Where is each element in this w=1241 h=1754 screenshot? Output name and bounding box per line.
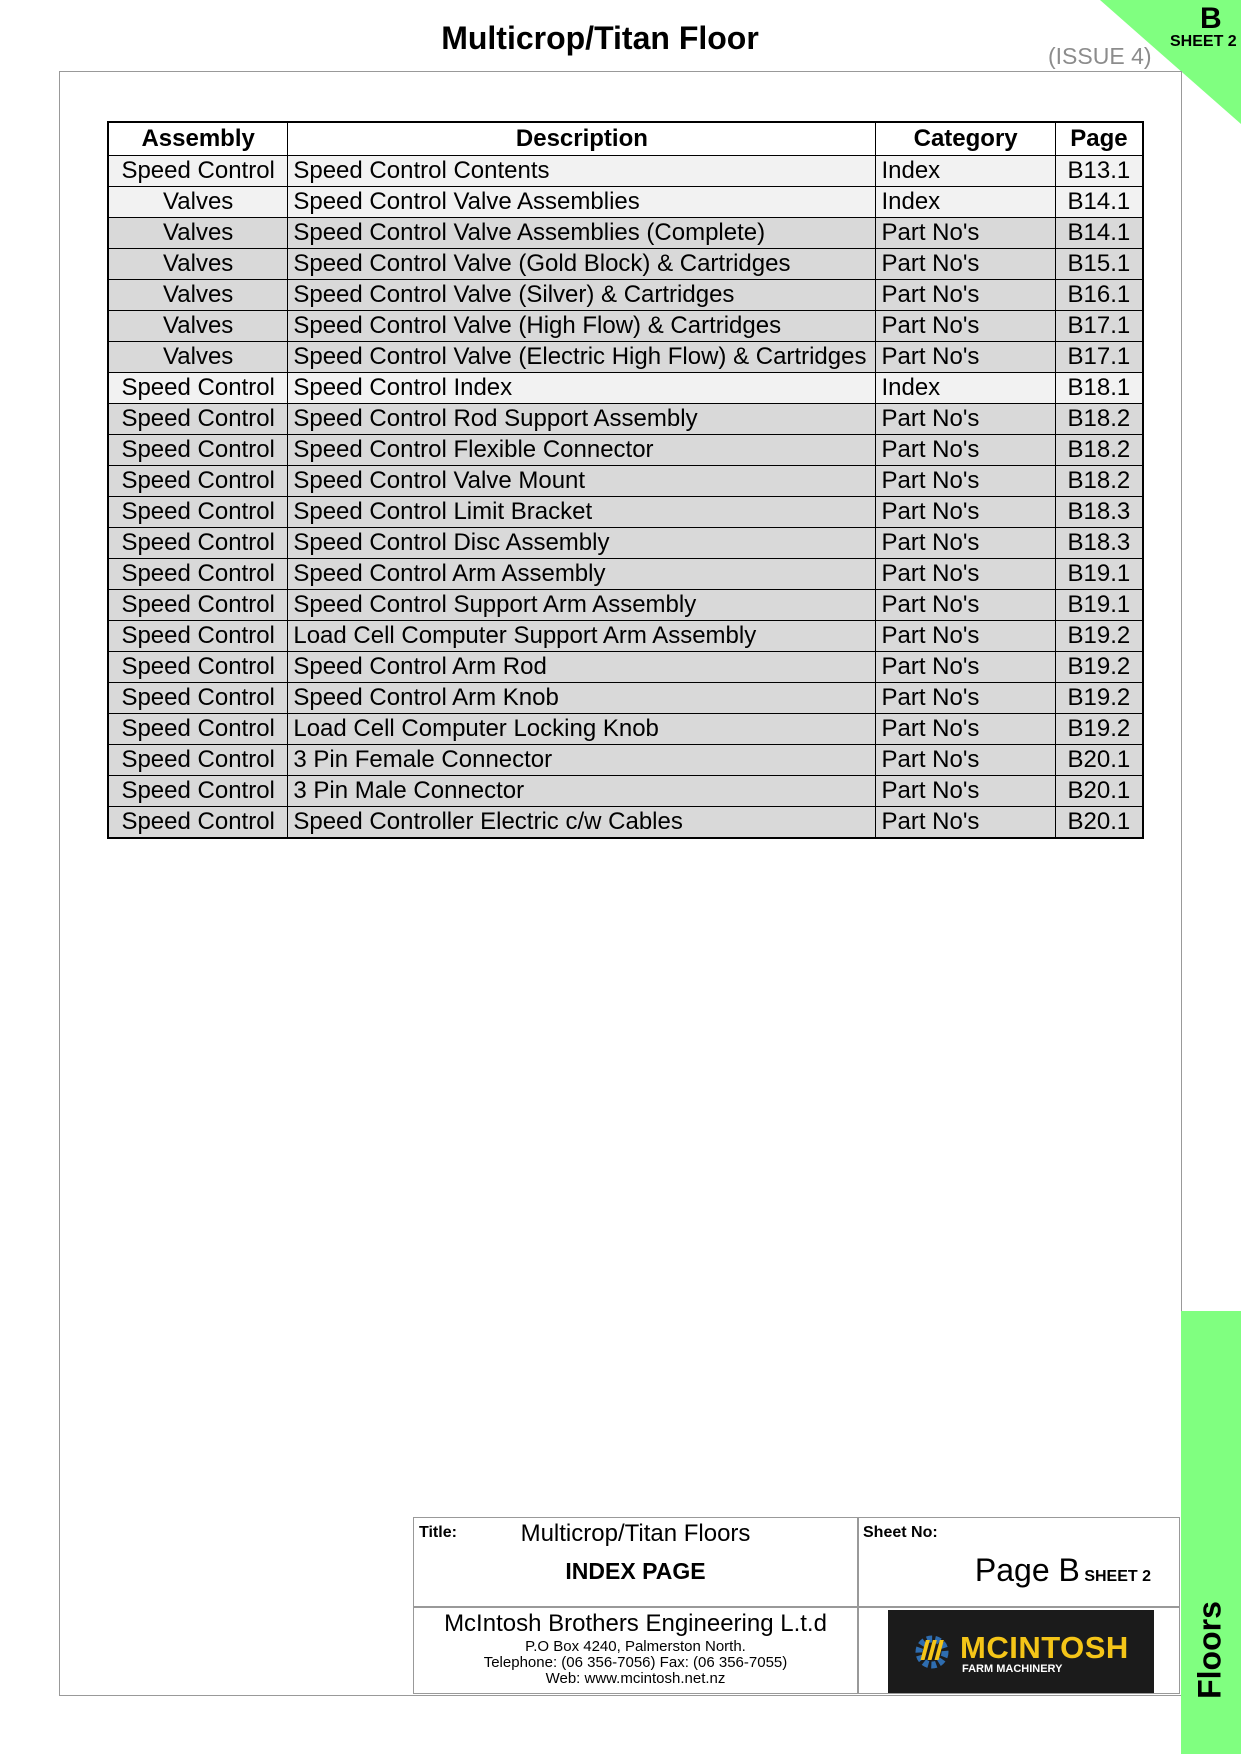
table-row <box>108 466 1143 497</box>
cell-assembly: Speed Control <box>108 497 288 528</box>
cell-category: Part No's <box>876 714 1055 745</box>
cell-category: Part No's <box>876 683 1055 714</box>
table-row <box>108 590 1143 621</box>
cell-assembly: Speed Control <box>108 714 288 745</box>
cell-category: Part No's <box>876 342 1055 373</box>
cell-category: Part No's <box>876 807 1055 839</box>
table-row <box>108 404 1143 435</box>
cell-assembly: Speed Control <box>108 683 288 714</box>
page-title: Multicrop/Titan Floor <box>441 20 759 56</box>
table-row <box>108 373 1143 404</box>
cell-description: 3 Pin Female Connector <box>288 745 876 776</box>
cell-page: B18.2 <box>1055 466 1143 497</box>
issue-label: (ISSUE 4) <box>1048 43 1152 69</box>
cell-page: B14.1 <box>1055 187 1143 218</box>
cell-category: Part No's <box>876 435 1055 466</box>
table-row <box>108 776 1143 807</box>
header-assembly: Assembly <box>108 122 288 156</box>
cell-description: Speed Control Limit Bracket <box>288 497 876 528</box>
cell-page: B20.1 <box>1055 745 1143 776</box>
cell-assembly: Speed Control <box>108 559 288 590</box>
table-row <box>108 435 1143 466</box>
side-tab-label: Floors <box>1191 1601 1228 1699</box>
cell-page: B18.1 <box>1055 373 1143 404</box>
cell-description: Speed Control Valve Assemblies <box>288 187 876 218</box>
cell-page: B17.1 <box>1055 342 1143 373</box>
cell-page: B15.1 <box>1055 249 1143 280</box>
cell-category: Part No's <box>876 776 1055 807</box>
cell-page: B18.3 <box>1055 497 1143 528</box>
cell-description: Speed Control Contents <box>288 156 876 187</box>
table-row <box>108 497 1143 528</box>
table-row <box>108 652 1143 683</box>
cell-page: B19.1 <box>1055 590 1143 621</box>
cell-page: B14.1 <box>1055 218 1143 249</box>
company-web: Web: www.mcintosh.net.nz <box>545 1670 726 1687</box>
cell-category: Part No's <box>876 621 1055 652</box>
cell-description: Speed Control Index <box>288 373 876 404</box>
cell-assembly: Speed Control <box>108 745 288 776</box>
cell-description: Load Cell Computer Support Arm Assembly <box>288 621 876 652</box>
table-row <box>108 156 1143 187</box>
cell-description: Speed Control Arm Assembly <box>288 559 876 590</box>
cell-description: Speed Control Valve (Silver) & Cartridges <box>288 280 876 311</box>
cell-category: Part No's <box>876 218 1055 249</box>
cell-category: Part No's <box>876 404 1055 435</box>
cell-description: Speed Controller Electric c/w Cables <box>288 807 876 839</box>
cell-category: Part No's <box>876 559 1055 590</box>
cell-category: Part No's <box>876 280 1055 311</box>
cell-assembly: Speed Control <box>108 404 288 435</box>
cell-page: B19.2 <box>1055 683 1143 714</box>
title-block-divider <box>414 1606 1179 1608</box>
table-header-row <box>108 122 1143 156</box>
table-row <box>108 218 1143 249</box>
title-block <box>413 1517 1180 1694</box>
table-row <box>108 807 1143 839</box>
cell-assembly: Speed Control <box>108 776 288 807</box>
table-row <box>108 249 1143 280</box>
table-row <box>108 683 1143 714</box>
cell-category: Part No's <box>876 466 1055 497</box>
cell-description: Speed Control Valve (Gold Block) & Cartridges <box>288 249 876 280</box>
sheet-page: Page B <box>974 1552 1080 1588</box>
cell-description: Speed Control Arm Knob <box>288 683 876 714</box>
cell-description: Speed Control Arm Rod <box>288 652 876 683</box>
cell-category: Index <box>876 187 1055 218</box>
header-page: Page <box>1055 122 1143 156</box>
cell-description: Speed Control Valve Assemblies (Complete) <box>288 218 876 249</box>
drawing-subtitle: INDEX PAGE <box>565 1558 706 1584</box>
company-address: P.O Box 4240, Palmerston North. <box>525 1638 746 1655</box>
table-row <box>108 714 1143 745</box>
cell-assembly: Valves <box>108 280 288 311</box>
cell-assembly: Speed Control <box>108 373 288 404</box>
corner-sheet-label: SHEET 2 <box>1170 33 1237 50</box>
cell-page: B18.2 <box>1055 435 1143 466</box>
table-row <box>108 311 1143 342</box>
company-logo <box>888 1610 1154 1693</box>
cell-assembly: Valves <box>108 342 288 373</box>
table-row <box>108 280 1143 311</box>
cell-page: B18.2 <box>1055 404 1143 435</box>
cell-page: B19.2 <box>1055 714 1143 745</box>
cell-category: Part No's <box>876 652 1055 683</box>
cell-assembly: Valves <box>108 218 288 249</box>
title-label: Title: <box>419 1524 457 1541</box>
cell-category: Part No's <box>876 249 1055 280</box>
company-name: McIntosh Brothers Engineering L.t.d <box>444 1610 827 1637</box>
cell-assembly: Valves <box>108 249 288 280</box>
cell-page: B19.2 <box>1055 621 1143 652</box>
table-row <box>108 187 1143 218</box>
gear-icon <box>912 1632 956 1672</box>
company-phone: Telephone: (06 356-7056) Fax: (06 356-7055) <box>483 1654 788 1671</box>
cell-page: B17.1 <box>1055 311 1143 342</box>
cell-page: B19.2 <box>1055 652 1143 683</box>
cell-assembly: Speed Control <box>108 807 288 839</box>
header-category: Category <box>876 122 1055 156</box>
cell-assembly: Speed Control <box>108 435 288 466</box>
cell-description: 3 Pin Male Connector <box>288 776 876 807</box>
logo-brand: MCINTOSH <box>960 1630 1129 1665</box>
cell-page: B16.1 <box>1055 280 1143 311</box>
table-row <box>108 621 1143 652</box>
corner-section-letter: B <box>1200 2 1222 35</box>
cell-assembly: Speed Control <box>108 590 288 621</box>
sheet-number <box>975 1552 1151 1589</box>
cell-page: B18.3 <box>1055 528 1143 559</box>
cell-description: Speed Control Disc Assembly <box>288 528 876 559</box>
cell-assembly: Speed Control <box>108 621 288 652</box>
cell-category: Part No's <box>876 528 1055 559</box>
cell-category: Part No's <box>876 497 1055 528</box>
cell-description: Speed Control Valve Mount <box>288 466 876 497</box>
cell-description: Speed Control Valve (High Flow) & Cartridges <box>288 311 876 342</box>
header-description: Description <box>288 122 876 156</box>
table-row <box>108 559 1143 590</box>
cell-page: B19.1 <box>1055 559 1143 590</box>
table-row <box>108 342 1143 373</box>
sheet-suffix: SHEET 2 <box>1084 1568 1151 1585</box>
cell-category: Index <box>876 156 1055 187</box>
cell-description: Load Cell Computer Locking Knob <box>288 714 876 745</box>
cell-description: Speed Control Flexible Connector <box>288 435 876 466</box>
cell-assembly: Speed Control <box>108 528 288 559</box>
cell-description: Speed Control Support Arm Assembly <box>288 590 876 621</box>
table-row <box>108 528 1143 559</box>
cell-page: B20.1 <box>1055 776 1143 807</box>
cell-page: B20.1 <box>1055 807 1143 839</box>
sheet-label: Sheet No: <box>863 1524 938 1541</box>
cell-page: B13.1 <box>1055 156 1143 187</box>
cell-assembly: Valves <box>108 187 288 218</box>
cell-assembly: Speed Control <box>108 652 288 683</box>
logo-subtitle: FARM MACHINERY <box>962 1663 1063 1675</box>
cell-assembly: Speed Control <box>108 156 288 187</box>
cell-category: Part No's <box>876 311 1055 342</box>
cell-category: Index <box>876 373 1055 404</box>
cell-description: Speed Control Valve (Electric High Flow) & Cartridges <box>288 342 876 373</box>
cell-category: Part No's <box>876 745 1055 776</box>
cell-assembly: Speed Control <box>108 466 288 497</box>
cell-description: Speed Control Rod Support Assembly <box>288 404 876 435</box>
cell-category: Part No's <box>876 590 1055 621</box>
index-table <box>107 121 1144 839</box>
cell-assembly: Valves <box>108 311 288 342</box>
table-row <box>108 745 1143 776</box>
drawing-title: Multicrop/Titan Floors <box>520 1520 751 1547</box>
